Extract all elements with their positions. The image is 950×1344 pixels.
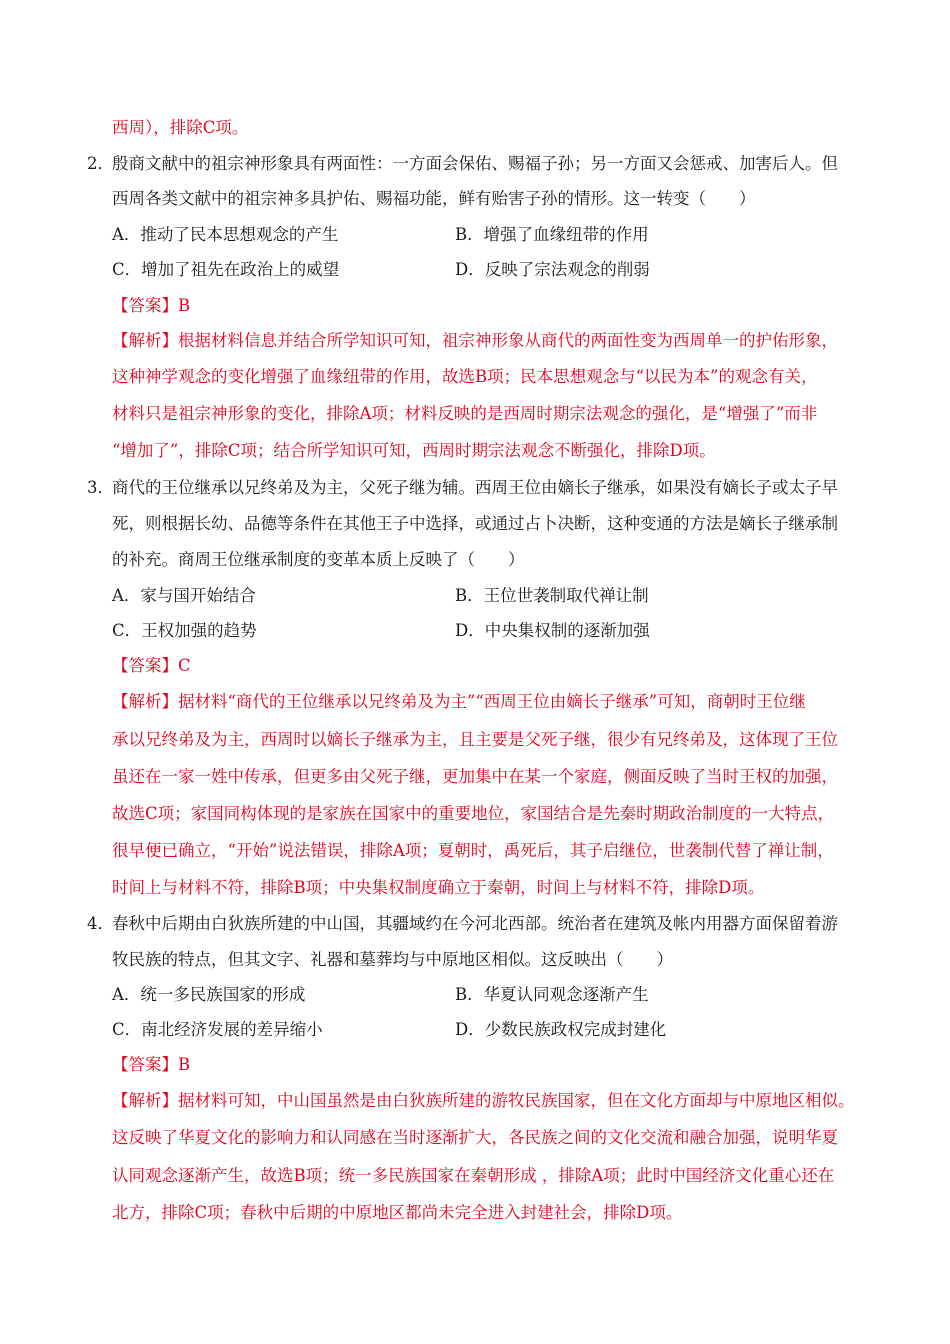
question-stem-line: 春秋中后期由白狄族所建的中山国，其疆域约在今河北西部。统治者在建筑及帐内用器方面保留着游	[112, 914, 838, 933]
answer-label: 【答案】B	[112, 296, 191, 315]
option-b: B．增强了血缘纽带的作用	[455, 225, 649, 244]
analysis-line: 认同观念逐渐产生，故选B项；统一多民族国家在秦朝形成 ，排除A项；此时中国经济文化重心还在	[112, 1166, 835, 1185]
option-d: D．中央集权制的逐渐加强	[455, 621, 650, 640]
question-number: 4．	[87, 914, 114, 933]
analysis-line: 【解析】根据材料信息并结合所学知识可知，祖宗神形象从商代的两面性变为西周单一的护佑形象，	[112, 331, 838, 350]
option-d: D．反映了宗法观念的削弱	[455, 260, 650, 279]
analysis-line: 【解析】据材料“商代的王位继承以兄终弟及为主”“西周王位由嫡长子继承”可知，商朝时王位继	[112, 692, 806, 711]
analysis-line: 【解析】据材料可知，中山国虽然是由白狄族所建的游牧民族国家，但在文化方面却与中原地区相似。	[112, 1091, 855, 1110]
question-number: 2．	[87, 154, 114, 173]
answer-label: 【答案】B	[112, 1055, 191, 1074]
question-stem-line: 的补充。商周王位继承制度的变革本质上反映了（ ）	[112, 550, 525, 569]
question-stem-line: 殷商文献中的祖宗神形象具有两面性：一方面会保佑、赐福子孙；另一方面又会惩戒、加害后人。但	[112, 154, 838, 173]
analysis-line: 承以兄终弟及为主，西周时以嫡长子继承为主，且主要是父死子继，很少有兄终弟及，这体现了王位	[112, 730, 838, 749]
analysis-line: “增加了”，排除C项；结合所学知识可知，西周时期宗法观念不断强化，排除D项。	[112, 441, 716, 460]
analysis-line: 北方，排除C项；春秋中后期的中原地区都尚未完全进入封建社会，排除D项。	[112, 1203, 683, 1222]
option-a: A．推动了民本思想观念的产生	[112, 225, 339, 244]
analysis-line: 很早便已确立，“开始”说法错误，排除A项；夏朝时，禹死后，其子启继位，世袭制代替了禅让制，	[112, 841, 834, 860]
question-stem-line: 牧民族的特点，但其文字、礼器和墓葬均与中原地区相似。这反映出（ ）	[112, 950, 673, 969]
analysis-line: 材料只是祖宗神形象的变化，排除A项；材料反映的是西周时期宗法观念的强化，是“增强了”而非	[112, 404, 818, 423]
option-d: D．少数民族政权完成封建化	[455, 1020, 667, 1039]
previous-analysis-tail: 西周），排除C项。	[112, 118, 249, 137]
question-number: 3．	[87, 478, 114, 497]
analysis-line: 时间上与材料不符，排除B项；中央集权制度确立于秦朝，时间上与材料不符，排除D项。	[112, 878, 765, 897]
question-stem-line: 商代的王位继承以兄终弟及为主，父死子继为辅。西周王位由嫡长子继承，如果没有嫡长子或太子早	[112, 478, 838, 497]
option-b: B．王位世袭制取代禅让制	[455, 586, 649, 605]
analysis-line: 虽还在一家一姓中传承，但更多由父死子继，更加集中在某一个家庭，侧面反映了当时王权的加强，	[112, 767, 838, 786]
option-a: A．统一多民族国家的形成	[112, 985, 306, 1004]
option-c: C．南北经济发展的差异缩小	[112, 1020, 323, 1039]
option-c: C．增加了祖先在政治上的威望	[112, 260, 340, 279]
question-stem-line: 西周各类文献中的祖宗神多具护佑、赐福功能，鲜有贻害子孙的情形。这一转变（ ）	[112, 189, 756, 208]
analysis-line: 这种神学观念的变化增强了血缘纽带的作用，故选B项；民本思想观念与“以民为本”的观念有关，	[112, 367, 818, 386]
option-c: C．王权加强的趋势	[112, 621, 257, 640]
answer-label: 【答案】C	[112, 656, 191, 675]
question-stem-line: 死，则根据长幼、品德等条件在其他王子中选择，或通过占卜决断，这种变通的方法是嫡长子继承制	[112, 514, 838, 533]
analysis-line: 这反映了华夏文化的影响力和认同感在当时逐渐扩大，各民族之间的文化交流和融合加强，说明华夏	[112, 1128, 838, 1147]
option-b: B．华夏认同观念逐渐产生	[455, 985, 649, 1004]
analysis-line: 故选C项；家国同构体现的是家族在国家中的重要地位，家国结合是先秦时期政治制度的一大特点，	[112, 804, 835, 823]
option-a: A．家与国开始结合	[112, 586, 256, 605]
